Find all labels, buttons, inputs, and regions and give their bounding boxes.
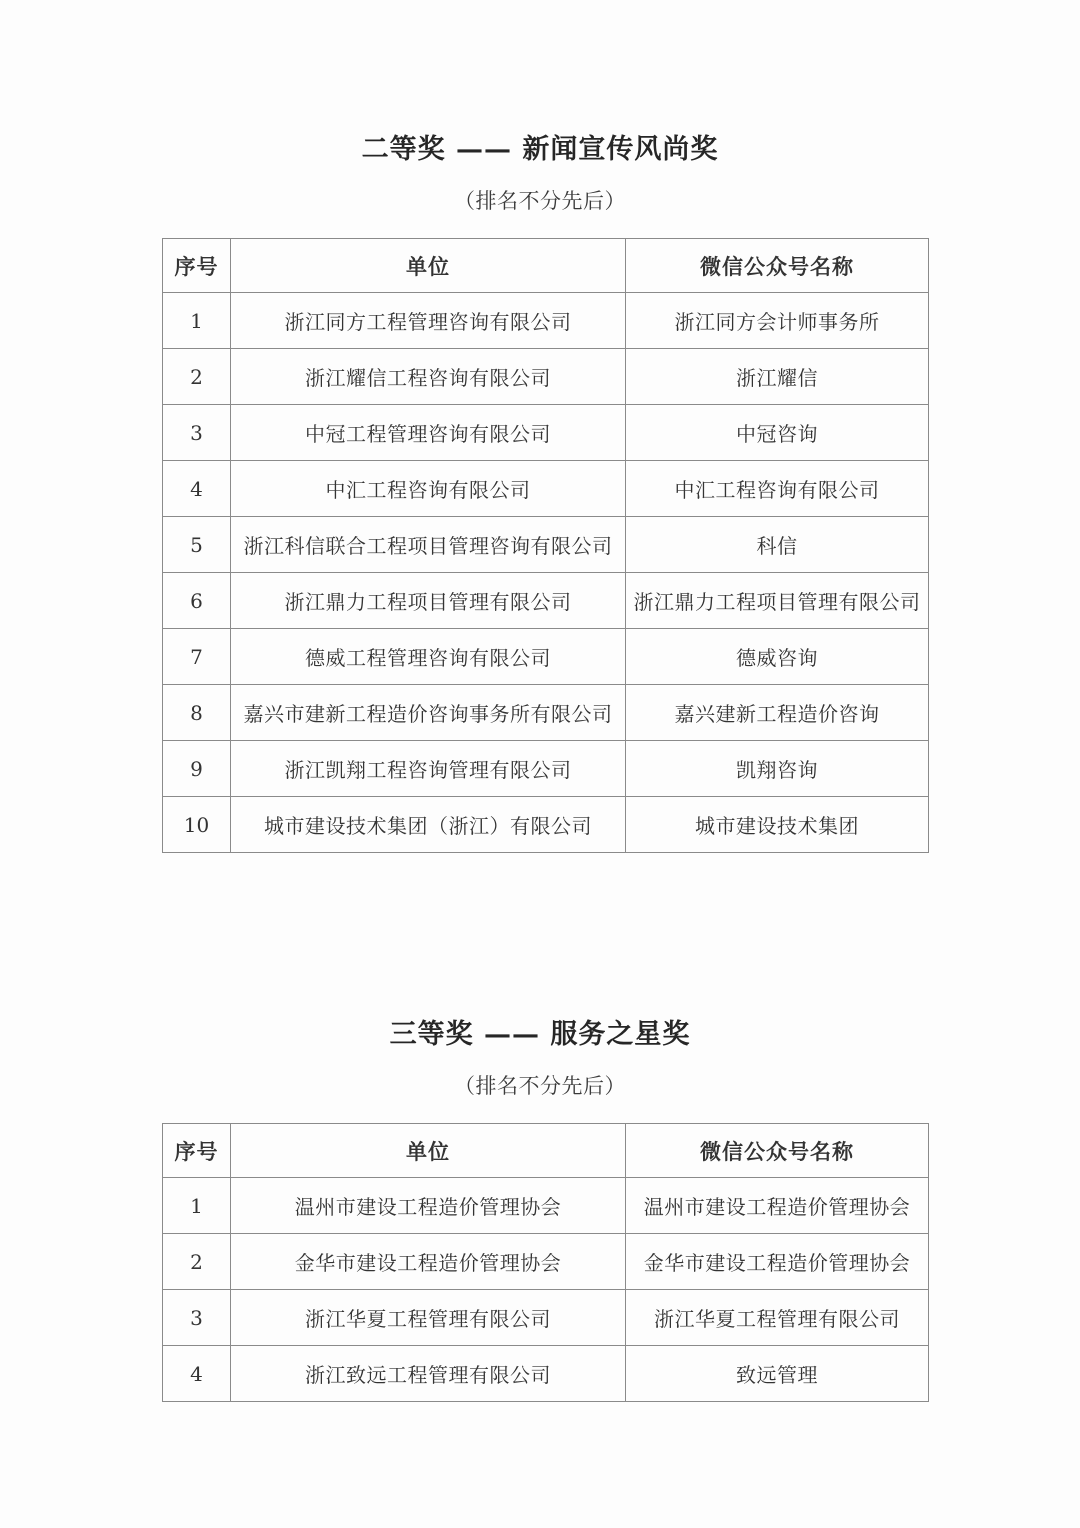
cell-unit: 温州市建设工程造价管理协会 [231,1178,626,1234]
table-header [163,239,929,293]
table-body [163,1178,929,1402]
cell-wechat: 中汇工程咨询有限公司 [626,461,929,517]
award-section-second-prize [0,133,1080,853]
section-subtitle: （排名不分先后） [454,1074,626,1098]
cell-no: 3 [163,1290,231,1346]
cell-unit: 浙江鼎力工程项目管理有限公司 [231,573,626,629]
table-row [163,293,929,349]
cell-wechat: 致远管理 [626,1346,929,1402]
table-row [163,1234,929,1290]
column-header-no: 序号 [163,239,231,293]
cell-no: 10 [163,797,231,853]
cell-no: 9 [163,741,231,797]
cell-no: 1 [163,293,231,349]
cell-wechat: 凯翔咨询 [626,741,929,797]
cell-unit: 嘉兴市建新工程造价咨询事务所有限公司 [231,685,626,741]
cell-no: 4 [163,1346,231,1402]
column-header-wechat: 微信公众号名称 [626,1124,929,1178]
table-row [163,797,929,853]
table-row [163,1346,929,1402]
cell-unit: 中汇工程咨询有限公司 [231,461,626,517]
cell-wechat: 嘉兴建新工程造价咨询 [626,685,929,741]
table-row [163,517,929,573]
cell-no: 3 [163,405,231,461]
cell-wechat: 德威咨询 [626,629,929,685]
cell-unit: 金华市建设工程造价管理协会 [231,1234,626,1290]
cell-wechat: 城市建设技术集团 [626,797,929,853]
column-header-unit: 单位 [231,239,626,293]
table-row [163,1178,929,1234]
table-row [163,349,929,405]
cell-unit: 浙江科信联合工程项目管理咨询有限公司 [231,517,626,573]
section-subtitle: （排名不分先后） [454,189,626,213]
cell-wechat: 金华市建设工程造价管理协会 [626,1234,929,1290]
cell-no: 5 [163,517,231,573]
cell-no: 4 [163,461,231,517]
table-header [163,1124,929,1178]
table-row [163,741,929,797]
cell-wechat: 浙江同方会计师事务所 [626,293,929,349]
cell-unit: 浙江凯翔工程咨询管理有限公司 [231,741,626,797]
cell-unit: 浙江耀信工程咨询有限公司 [231,349,626,405]
column-header-no: 序号 [163,1124,231,1178]
award-table-second-prize [162,238,929,853]
cell-no: 2 [163,349,231,405]
cell-wechat: 中冠咨询 [626,405,929,461]
table-row [163,461,929,517]
cell-wechat: 浙江华夏工程管理有限公司 [626,1290,929,1346]
award-section-third-prize [0,1018,1080,1402]
table-row [163,1290,929,1346]
cell-no: 2 [163,1234,231,1290]
cell-wechat: 浙江耀信 [626,349,929,405]
table-body [163,293,929,853]
table-row [163,405,929,461]
table-row [163,685,929,741]
column-header-wechat: 微信公众号名称 [626,239,929,293]
cell-unit: 浙江同方工程管理咨询有限公司 [231,293,626,349]
cell-wechat: 温州市建设工程造价管理协会 [626,1178,929,1234]
cell-wechat: 科信 [626,517,929,573]
table-row [163,629,929,685]
cell-unit: 浙江华夏工程管理有限公司 [231,1290,626,1346]
cell-no: 7 [163,629,231,685]
cell-unit: 德威工程管理咨询有限公司 [231,629,626,685]
cell-wechat: 浙江鼎力工程项目管理有限公司 [626,573,929,629]
table-header-row [163,239,929,293]
award-table-third-prize [162,1123,929,1402]
column-header-unit: 单位 [231,1124,626,1178]
cell-no: 8 [163,685,231,741]
section-title: 三等奖 —— 服务之星奖 [389,1019,691,1050]
table-row [163,573,929,629]
cell-no: 1 [163,1178,231,1234]
cell-unit: 中冠工程管理咨询有限公司 [231,405,626,461]
section-title: 二等奖 —— 新闻宣传风尚奖 [361,134,719,165]
cell-unit: 浙江致远工程管理有限公司 [231,1346,626,1402]
cell-unit: 城市建设技术集团（浙江）有限公司 [231,797,626,853]
table-header-row [163,1124,929,1178]
cell-no: 6 [163,573,231,629]
